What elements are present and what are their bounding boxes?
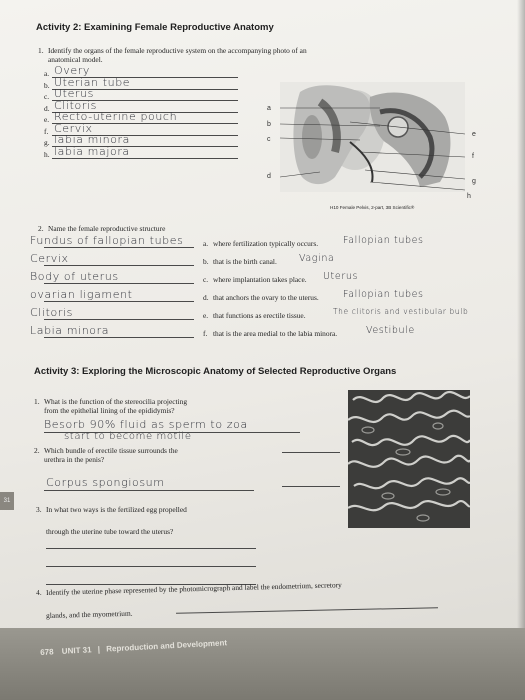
a2-q1-item-answer: Uterian tube — [54, 75, 131, 89]
a2-q2-row-line — [44, 265, 194, 266]
a2-q1-item-letter: d. — [44, 103, 50, 113]
a2-q1-item-letter: h. — [44, 149, 50, 159]
a3-q2-answer-line — [44, 490, 254, 491]
a2-q2-num: 2. — [38, 224, 44, 233]
a3-q2-num: 2. — [34, 446, 40, 455]
a2-q2-row-letter: f. — [203, 329, 208, 338]
a2-q2-row-description: that is the birth canal. — [213, 257, 277, 266]
a3-q2-answer: Corpus spongiosum — [46, 476, 165, 489]
footer-page-number: 678 — [40, 647, 54, 657]
a2-q2-row-letter: d. — [203, 293, 209, 302]
figure-label-d: d — [267, 173, 271, 180]
a3-q3-line2: through the uterine tube toward the uterus? — [46, 527, 174, 536]
a3-q3-answer-line-2 — [46, 566, 256, 567]
figure-label-h: h — [467, 193, 471, 200]
female-pelvis-model-photo — [280, 82, 465, 192]
figure-label-f: f — [472, 153, 474, 160]
a2-q1-item-letter: e. — [44, 115, 50, 124]
a2-q2-row-description: where fertilization typically occurs. — [213, 239, 319, 248]
footer-title: Reproduction and Development — [106, 638, 228, 654]
a2-q2-row-answer: Fundus of fallopian tubes — [30, 234, 184, 247]
a2-q2-row-letter: b. — [203, 257, 209, 266]
a2-q1-item-letter: f. — [44, 126, 49, 136]
a3-q2-line2: urethra in the penis? — [44, 455, 105, 464]
a2-q2-row-line — [44, 319, 194, 320]
figure-label-e: e — [472, 131, 476, 138]
figure-caption: H10 Female Pelvis, 2-part, 3B Scientific® — [330, 205, 415, 210]
footer: 678 UNIT 31 | Reproduction and Development — [40, 638, 228, 657]
a2-q1-num: 1. — [38, 46, 44, 55]
a2-q1-item-letter: c. — [44, 92, 50, 101]
page-edge-shadow — [517, 0, 525, 700]
a3-q1-num: 1. — [34, 397, 40, 406]
a3-q2-side-line — [282, 452, 340, 453]
a3-q4-line1: Identify the uterine phase represented by the photomicrograph and label the endometrium, secretory — [46, 580, 342, 597]
a2-q1-item-letter: g. — [44, 138, 50, 147]
a2-q1-item-letter: a. — [44, 69, 50, 78]
a2-q2-row-written-answer: Uterus — [323, 271, 358, 282]
a2-q2-row-description: that functions as erectile tissue. — [213, 311, 306, 320]
a2-q2-row-answer: Cervix — [30, 252, 69, 265]
a2-q1-item-answer: Overy — [54, 64, 90, 77]
a2-q2-row-description: that anchors the ovary to the uterus. — [213, 293, 319, 302]
a2-q1-item-answer: Uterus — [54, 87, 94, 100]
a3-q1-answer1: Besorb 90% fluid as sperm to zoa — [44, 418, 248, 431]
a2-q2-row-letter: e. — [203, 311, 209, 320]
a2-q1-item-answer: labia minora — [54, 133, 131, 146]
a3-q1-answer-line — [44, 432, 300, 433]
a2-q2-row-answer: Clitoris — [30, 306, 73, 319]
figure-label-g: g — [472, 178, 476, 185]
figure-label-c: c — [267, 136, 271, 143]
a3-q2-line1: Which bundle of erectile tissue surrounds the — [44, 446, 178, 455]
figure-label-a: a — [267, 105, 271, 112]
a2-q1-item-line — [52, 158, 238, 159]
a2-q1-item-letter: b. — [44, 80, 50, 90]
unit-side-tab: 31 — [0, 492, 14, 510]
footer-band — [0, 628, 525, 700]
a2-q1-item-answer: Cervix — [54, 121, 93, 135]
a2-q2-row-line — [44, 301, 194, 302]
footer-unit: UNIT 31 — [61, 645, 92, 656]
activity2-title: Activity 2: Examining Female Reproductive Anatomy — [36, 22, 274, 33]
a2-q1-line1: Identify the organs of the female reproductive system on the accompanying photo of an — [48, 46, 307, 55]
a3-q1-line2: from the epithelial lining of the epididymis? — [44, 406, 175, 415]
a2-q2-row-answer: ovarian ligament — [30, 288, 133, 301]
a3-q4-line2: glands, and the myometrium. — [46, 608, 133, 620]
a2-q2-row-description: that is the area medial to the labia minora. — [213, 329, 338, 338]
a2-q2-row-line — [44, 247, 194, 248]
a3-q4-answer-line — [176, 607, 438, 613]
a2-q2-row-written-answer: Fallopian tubes — [343, 235, 424, 246]
a2-q2-row-written-answer: The clitoris and vestibular bulb — [333, 307, 469, 316]
a3-q3-answer-line-1 — [46, 548, 256, 549]
a2-q1-item-answer: Clitoris — [54, 98, 97, 112]
a2-q2-row-letter: a. — [203, 239, 209, 248]
a3-q3-num: 3. — [36, 505, 42, 514]
a2-q1-item-answer: labia majora — [54, 144, 130, 158]
a2-q2-row-line — [44, 283, 194, 284]
a2-q2-row-description: where implantation takes place. — [213, 275, 307, 284]
activity3-title: Activity 3: Exploring the Microscopic Anatomy of Selected Reproductive Organs — [34, 366, 397, 377]
a2-q2-row-written-answer: Fallopian tubes — [343, 289, 424, 300]
a3-q2-side-line-2 — [282, 486, 340, 487]
a2-q2-row-written-answer: Vagina — [299, 253, 335, 264]
a3-q4-num: 4. — [36, 587, 42, 597]
a3-q1-answer2: start to become motile — [64, 431, 192, 442]
a2-q2-row-written-answer: Vestibule — [366, 325, 415, 336]
figure-label-b: b — [267, 121, 271, 128]
a2-q1-line2: anatomical model. — [48, 55, 103, 64]
a2-q2-row-answer: Body of uterus — [30, 270, 119, 283]
a2-q2-row-line — [44, 337, 194, 338]
a2-q1-item-answer: Recto-uterine pouch — [54, 110, 178, 123]
a3-q3-line1: In what two ways is the fertilized egg propelled — [46, 505, 187, 514]
photomicrograph-uterine-wall — [348, 390, 470, 528]
a3-q1-line1: What is the function of the stereocilia projecting — [44, 397, 188, 406]
a2-q2-row-letter: c. — [203, 275, 209, 284]
a2-q2-text: Name the female reproductive structure — [48, 224, 166, 233]
a2-q2-row-answer: Labia minora — [30, 324, 110, 337]
